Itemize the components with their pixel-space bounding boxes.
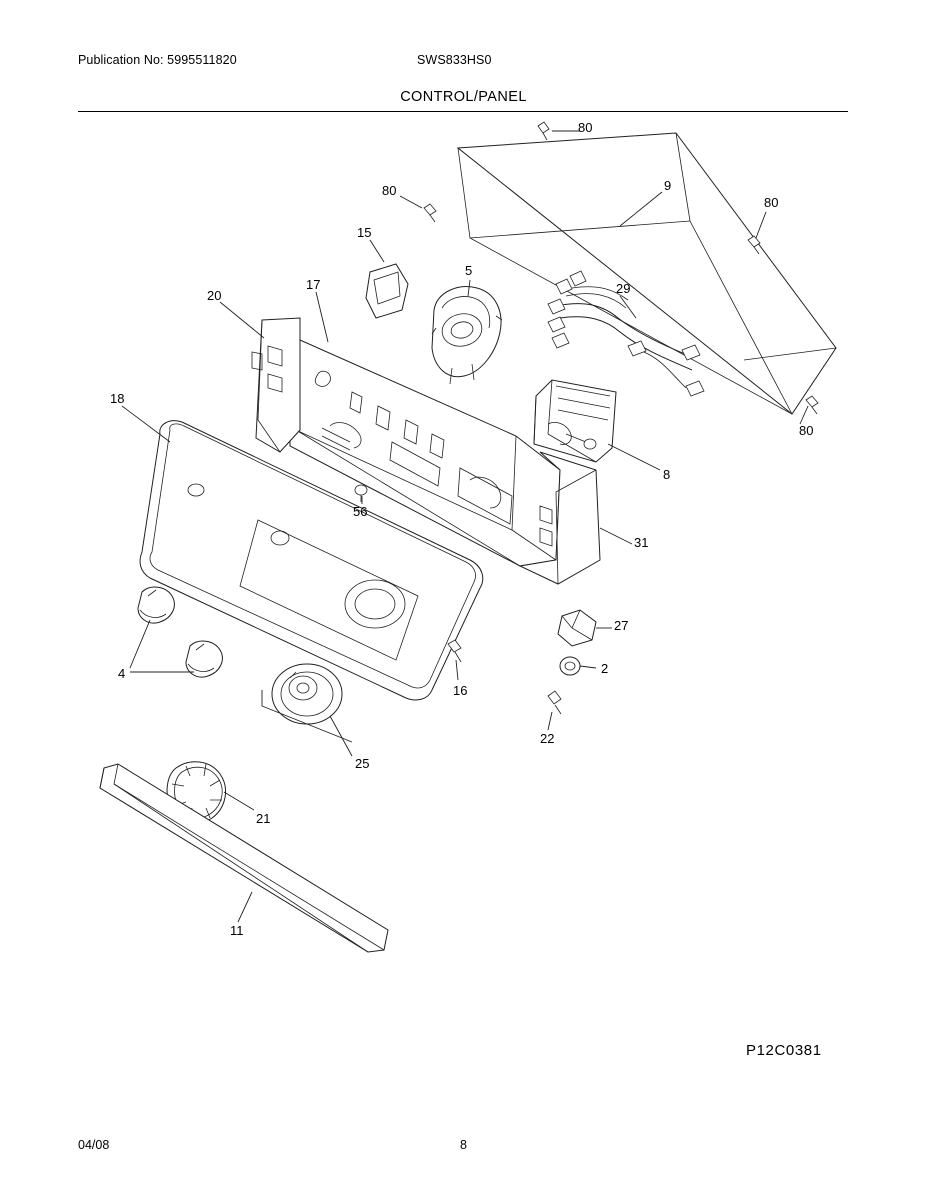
callout-label: 80	[764, 195, 779, 210]
callout-label: 9	[664, 178, 672, 193]
callout-label: 2	[601, 661, 609, 676]
part-9-rear-panel	[458, 133, 836, 414]
part-25-dial	[272, 664, 342, 724]
part-2-grommet	[560, 657, 580, 675]
callout-label: 21	[256, 811, 271, 826]
callout-label: 18	[110, 391, 125, 406]
footer-date: 04/08	[78, 1138, 110, 1152]
part-15-module	[366, 264, 408, 318]
page-title: CONTROL/PANEL	[400, 89, 527, 105]
footer-page-number: 8	[460, 1138, 467, 1152]
callout-label: 11	[230, 923, 244, 938]
callout-label: 22	[540, 731, 555, 746]
publication-number: Publication No: 5995511820	[78, 53, 237, 67]
callout-label: 8	[663, 467, 671, 482]
callout-label: 15	[357, 225, 372, 240]
callout-label: 16	[453, 683, 468, 698]
callout-label: 31	[634, 535, 649, 550]
callout-label: 4	[118, 666, 126, 681]
callout-label: 80	[799, 423, 814, 438]
part-8-switch-block	[534, 380, 616, 462]
diagram-code: P12C0381	[746, 1042, 822, 1059]
callout-label: 20	[207, 288, 222, 303]
callout-label: 25	[355, 756, 370, 771]
callout-label: 17	[306, 277, 321, 292]
callout-label: 29	[616, 281, 631, 296]
part-22-screw	[548, 691, 561, 714]
callout-label: 80	[382, 183, 397, 198]
callout-label: 56	[353, 504, 368, 519]
part-5-timer-assembly	[432, 287, 502, 384]
part-20-left-end-cap	[252, 318, 300, 452]
part-11-trim-strip	[100, 764, 388, 952]
callout-label: 80	[578, 120, 593, 135]
callout-label: 27	[614, 618, 629, 633]
callout-label: 5	[465, 263, 473, 278]
part-56-fastener	[355, 485, 367, 502]
part-27-bushing	[558, 610, 596, 646]
model-number: SWS833HS0	[417, 53, 492, 67]
